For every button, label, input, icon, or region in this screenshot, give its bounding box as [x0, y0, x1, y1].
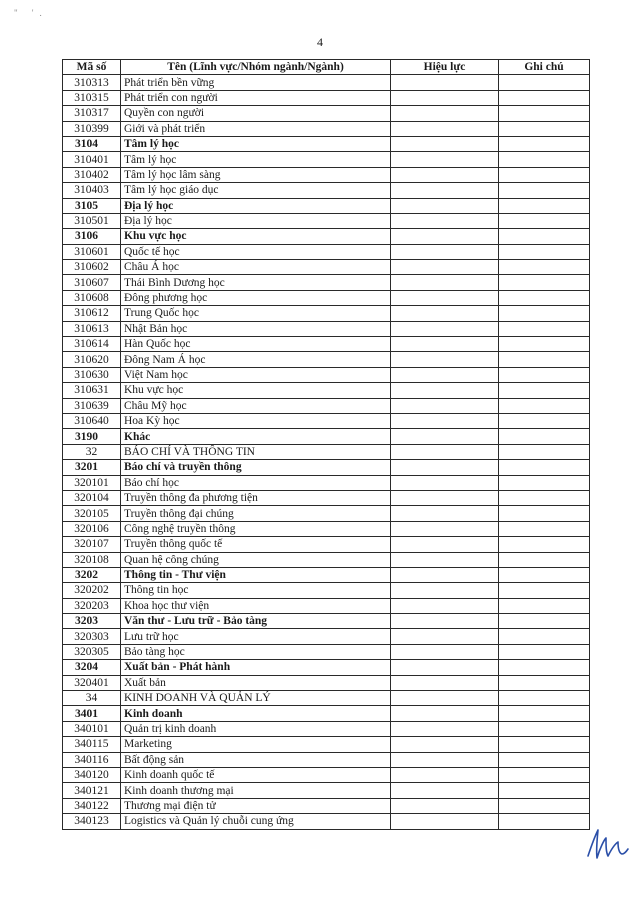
cell-code: 340122	[63, 798, 121, 813]
cell-code: 320303	[63, 629, 121, 644]
cell-name: Địa lý học	[121, 198, 391, 213]
cell-code: 320106	[63, 521, 121, 536]
cell-name: Thái Bình Dương học	[121, 275, 391, 290]
cell-note	[499, 537, 590, 552]
cell-code: 310639	[63, 398, 121, 413]
cell-note	[499, 260, 590, 275]
cell-name: Khoa học thư viện	[121, 598, 391, 613]
cell-effect	[391, 429, 499, 444]
cell-effect	[391, 767, 499, 782]
cell-name: Bảo tàng học	[121, 644, 391, 659]
cell-code: 310612	[63, 306, 121, 321]
cell-note	[499, 183, 590, 198]
table-row	[63, 644, 590, 659]
table-row	[63, 614, 590, 629]
cell-name: Châu Á học	[121, 260, 391, 275]
table-row	[63, 552, 590, 567]
table-row	[63, 521, 590, 536]
header-note: Ghi chú	[499, 60, 590, 75]
table-row	[63, 367, 590, 382]
cell-code: 320105	[63, 506, 121, 521]
cell-name: Địa lý học	[121, 213, 391, 228]
table-row	[63, 798, 590, 813]
cell-note	[499, 475, 590, 490]
cell-effect	[391, 629, 499, 644]
program-code-table	[62, 59, 590, 830]
cell-name: Hàn Quốc học	[121, 337, 391, 352]
table-row	[63, 737, 590, 752]
header-name: Tên (Lĩnh vực/Nhóm ngành/Ngành)	[121, 60, 391, 75]
table-row	[63, 583, 590, 598]
cell-code: 320401	[63, 675, 121, 690]
cell-name: Tâm lý học	[121, 152, 391, 167]
cell-effect	[391, 783, 499, 798]
cell-effect	[391, 121, 499, 136]
cell-name: Lưu trữ học	[121, 629, 391, 644]
cell-name: Truyền thông quốc tế	[121, 537, 391, 552]
cell-code: 320104	[63, 490, 121, 505]
cell-code: 310313	[63, 75, 121, 90]
cell-name: Truyền thông đại chúng	[121, 506, 391, 521]
cell-code: 340115	[63, 737, 121, 752]
cell-effect	[391, 290, 499, 305]
cell-code: 310614	[63, 337, 121, 352]
cell-effect	[391, 383, 499, 398]
cell-name: Thông tin - Thư viện	[121, 567, 391, 582]
cell-note	[499, 75, 590, 90]
header-code: Mã số	[63, 60, 121, 75]
table-row	[63, 506, 590, 521]
cell-effect	[391, 660, 499, 675]
cell-effect	[391, 675, 499, 690]
cell-note	[499, 213, 590, 228]
cell-code: 320107	[63, 537, 121, 552]
cell-effect	[391, 721, 499, 736]
cell-name: Phát triển bền vững	[121, 75, 391, 90]
cell-effect	[391, 737, 499, 752]
cell-name: Tâm lý học giáo dục	[121, 183, 391, 198]
table-row	[63, 352, 590, 367]
cell-name: Văn thư - Lưu trữ - Bảo tàng	[121, 614, 391, 629]
cell-code: 310630	[63, 367, 121, 382]
table-row	[63, 752, 590, 767]
table-row	[63, 337, 590, 352]
cell-name: Logistics và Quản lý chuỗi cung ứng	[121, 814, 391, 829]
cell-code: 310607	[63, 275, 121, 290]
cell-effect	[391, 75, 499, 90]
cell-name: Quốc tế học	[121, 244, 391, 259]
cell-effect	[391, 644, 499, 659]
table-row	[63, 675, 590, 690]
cell-note	[499, 583, 590, 598]
table-row	[63, 183, 590, 198]
cell-note	[499, 121, 590, 136]
cell-note	[499, 644, 590, 659]
cell-effect	[391, 337, 499, 352]
cell-effect	[391, 398, 499, 413]
cell-name: Bất động sản	[121, 752, 391, 767]
table-row	[63, 383, 590, 398]
cell-effect	[391, 367, 499, 382]
table-row	[63, 783, 590, 798]
cell-note	[499, 660, 590, 675]
cell-note	[499, 721, 590, 736]
page-number: 4	[317, 35, 323, 49]
cell-note	[499, 244, 590, 259]
cell-effect	[391, 198, 499, 213]
scan-corner-marks: " '.	[14, 8, 48, 18]
cell-name: Quyền con người	[121, 106, 391, 121]
table-row	[63, 444, 590, 459]
cell-note	[499, 767, 590, 782]
cell-code: 320305	[63, 644, 121, 659]
table-row	[63, 106, 590, 121]
cell-code: 3401	[63, 706, 121, 721]
cell-name: Châu Mỹ học	[121, 398, 391, 413]
cell-note	[499, 152, 590, 167]
cell-code: 310317	[63, 106, 121, 121]
cell-note	[499, 506, 590, 521]
cell-code: 310601	[63, 244, 121, 259]
cell-effect	[391, 490, 499, 505]
cell-code: 3105	[63, 198, 121, 213]
cell-note	[499, 398, 590, 413]
cell-note	[499, 229, 590, 244]
cell-effect	[391, 321, 499, 336]
cell-note	[499, 90, 590, 105]
table-row	[63, 429, 590, 444]
cell-note	[499, 290, 590, 305]
cell-effect	[391, 444, 499, 459]
cell-effect	[391, 413, 499, 428]
cell-effect	[391, 537, 499, 552]
cell-note	[499, 598, 590, 613]
cell-name: BÁO CHÍ VÀ THÔNG TIN	[121, 444, 391, 459]
cell-note	[499, 444, 590, 459]
cell-effect	[391, 583, 499, 598]
table-row	[63, 629, 590, 644]
cell-effect	[391, 460, 499, 475]
cell-effect	[391, 567, 499, 582]
cell-effect	[391, 598, 499, 613]
cell-code: 3104	[63, 136, 121, 151]
table-row	[63, 660, 590, 675]
cell-name: Khu vực học	[121, 229, 391, 244]
table-row	[63, 721, 590, 736]
handwritten-signature-icon	[584, 826, 630, 862]
cell-effect	[391, 798, 499, 813]
table-header-row	[63, 60, 590, 75]
cell-name: Tâm lý học lâm sàng	[121, 167, 391, 182]
cell-code: 320202	[63, 583, 121, 598]
cell-name: Quản trị kinh doanh	[121, 721, 391, 736]
cell-name: Đông Nam Á học	[121, 352, 391, 367]
cell-effect	[391, 136, 499, 151]
cell-name: Quan hệ công chúng	[121, 552, 391, 567]
cell-note	[499, 275, 590, 290]
cell-note	[499, 106, 590, 121]
cell-note	[499, 675, 590, 690]
cell-name: KINH DOANH VÀ QUẢN LÝ	[121, 691, 391, 706]
table-row	[63, 767, 590, 782]
cell-effect	[391, 614, 499, 629]
cell-note	[499, 706, 590, 721]
cell-effect	[391, 167, 499, 182]
cell-effect	[391, 691, 499, 706]
table-row	[63, 121, 590, 136]
cell-name: Kinh doanh	[121, 706, 391, 721]
cell-code: 310608	[63, 290, 121, 305]
header-effect: Hiệu lực	[391, 60, 499, 75]
cell-effect	[391, 152, 499, 167]
table-row	[63, 598, 590, 613]
cell-note	[499, 136, 590, 151]
table-row	[63, 706, 590, 721]
cell-effect	[391, 213, 499, 228]
cell-name: Công nghệ truyền thông	[121, 521, 391, 536]
cell-note	[499, 321, 590, 336]
cell-code: 310401	[63, 152, 121, 167]
table-row	[63, 691, 590, 706]
table-row	[63, 537, 590, 552]
cell-name: Thông tin học	[121, 583, 391, 598]
cell-note	[499, 306, 590, 321]
cell-code: 310613	[63, 321, 121, 336]
cell-code: 340116	[63, 752, 121, 767]
cell-code: 340120	[63, 767, 121, 782]
cell-code: 32	[63, 444, 121, 459]
table-row	[63, 90, 590, 105]
cell-code: 340121	[63, 783, 121, 798]
cell-code: 340101	[63, 721, 121, 736]
cell-note	[499, 367, 590, 382]
cell-note	[499, 629, 590, 644]
cell-name: Khu vực học	[121, 383, 391, 398]
cell-code: 3201	[63, 460, 121, 475]
cell-name: Truyền thông đa phương tiện	[121, 490, 391, 505]
table-row	[63, 567, 590, 582]
cell-code: 310602	[63, 260, 121, 275]
cell-effect	[391, 475, 499, 490]
table-row	[63, 260, 590, 275]
cell-effect	[391, 229, 499, 244]
cell-note	[499, 337, 590, 352]
cell-note	[499, 490, 590, 505]
table-row	[63, 229, 590, 244]
table-row	[63, 244, 590, 259]
cell-code: 310315	[63, 90, 121, 105]
table-row	[63, 167, 590, 182]
cell-note	[499, 691, 590, 706]
cell-effect	[391, 106, 499, 121]
cell-name: Marketing	[121, 737, 391, 752]
cell-name: Việt Nam học	[121, 367, 391, 382]
table-row	[63, 490, 590, 505]
cell-note	[499, 783, 590, 798]
cell-name: Kinh doanh quốc tế	[121, 767, 391, 782]
cell-note	[499, 521, 590, 536]
cell-code: 320203	[63, 598, 121, 613]
cell-name: Trung Quốc học	[121, 306, 391, 321]
cell-effect	[391, 275, 499, 290]
table-row	[63, 413, 590, 428]
table-row	[63, 306, 590, 321]
cell-note	[499, 614, 590, 629]
cell-effect	[391, 352, 499, 367]
cell-note	[499, 383, 590, 398]
cell-code: 310403	[63, 183, 121, 198]
table-row	[63, 321, 590, 336]
cell-effect	[391, 506, 499, 521]
cell-note	[499, 167, 590, 182]
cell-effect	[391, 521, 499, 536]
cell-name: Tâm lý học	[121, 136, 391, 151]
cell-code: 3190	[63, 429, 121, 444]
cell-code: 320101	[63, 475, 121, 490]
cell-name: Đông phương học	[121, 290, 391, 305]
cell-note	[499, 752, 590, 767]
cell-code: 310640	[63, 413, 121, 428]
cell-name: Xuất bản - Phát hành	[121, 660, 391, 675]
cell-note	[499, 198, 590, 213]
cell-code: 34	[63, 691, 121, 706]
cell-effect	[391, 306, 499, 321]
cell-effect	[391, 552, 499, 567]
cell-effect	[391, 814, 499, 829]
cell-code: 340123	[63, 814, 121, 829]
cell-code: 320108	[63, 552, 121, 567]
cell-effect	[391, 244, 499, 259]
cell-name: Báo chí học	[121, 475, 391, 490]
cell-code: 310501	[63, 213, 121, 228]
table-row	[63, 136, 590, 151]
cell-name: Khác	[121, 429, 391, 444]
cell-note	[499, 798, 590, 813]
table-row	[63, 398, 590, 413]
cell-name: Phát triển con người	[121, 90, 391, 105]
cell-code: 3106	[63, 229, 121, 244]
cell-name: Báo chí và truyền thông	[121, 460, 391, 475]
cell-name: Hoa Kỳ học	[121, 413, 391, 428]
cell-effect	[391, 752, 499, 767]
cell-note	[499, 429, 590, 444]
cell-name: Nhật Bản học	[121, 321, 391, 336]
cell-name: Giới và phát triển	[121, 121, 391, 136]
cell-effect	[391, 706, 499, 721]
cell-note	[499, 552, 590, 567]
table-row	[63, 460, 590, 475]
cell-effect	[391, 183, 499, 198]
cell-code: 310402	[63, 167, 121, 182]
cell-note	[499, 814, 590, 829]
table-row	[63, 152, 590, 167]
table-body	[63, 75, 590, 829]
cell-effect	[391, 260, 499, 275]
table-row	[63, 275, 590, 290]
cell-note	[499, 567, 590, 582]
cell-code: 3204	[63, 660, 121, 675]
cell-code: 310631	[63, 383, 121, 398]
table-row	[63, 290, 590, 305]
table-row	[63, 814, 590, 829]
cell-note	[499, 737, 590, 752]
table-row	[63, 475, 590, 490]
cell-effect	[391, 90, 499, 105]
cell-name: Xuất bản	[121, 675, 391, 690]
cell-code: 3203	[63, 614, 121, 629]
cell-code: 310399	[63, 121, 121, 136]
table-row	[63, 75, 590, 90]
cell-note	[499, 460, 590, 475]
cell-note	[499, 413, 590, 428]
cell-code: 3202	[63, 567, 121, 582]
cell-code: 310620	[63, 352, 121, 367]
cell-name: Kinh doanh thương mại	[121, 783, 391, 798]
cell-note	[499, 352, 590, 367]
table-row	[63, 213, 590, 228]
cell-name: Thương mại điện tử	[121, 798, 391, 813]
table-row	[63, 198, 590, 213]
